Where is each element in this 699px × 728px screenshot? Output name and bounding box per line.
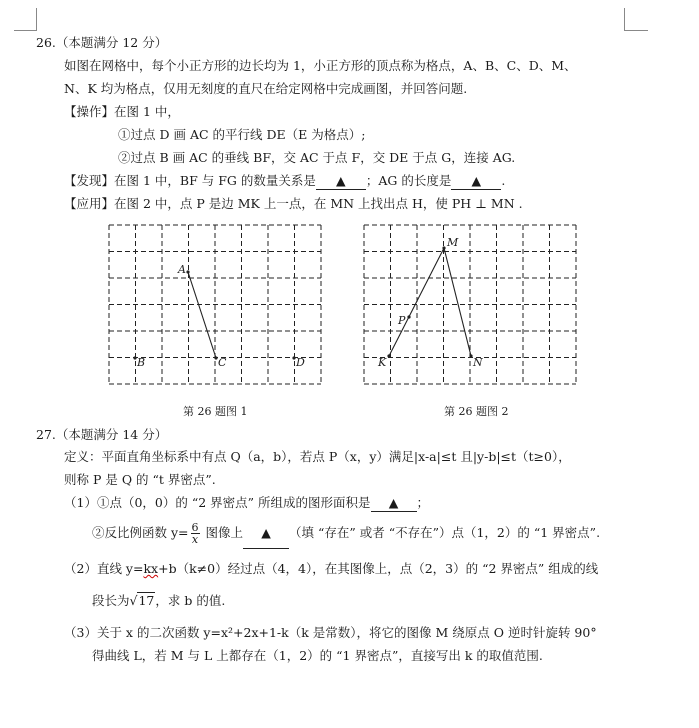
blank-mark: ▲ (261, 525, 271, 540)
fraction-6-over-x (191, 522, 200, 545)
figure-1-caption: 第 26 题图 1 (183, 405, 248, 418)
label-n: N (473, 356, 483, 369)
part1b-suffix: （填 “存在” 或者 “不存在”）点（1，2）的 “1 界密点”. (289, 525, 601, 540)
answer-blank-exist[interactable] (243, 518, 289, 549)
label-c: C (218, 356, 227, 369)
answer-blank-bf-fg[interactable] (316, 173, 366, 190)
answer-blank-area[interactable] (371, 495, 417, 512)
discovery-text-b: ；AG 的长度是 (365, 173, 452, 188)
q26-application (64, 196, 523, 212)
q27-heading: 27.（本题满分 14 分） (36, 427, 168, 442)
blank-mark: ▲ (388, 495, 399, 510)
point-a (186, 270, 189, 273)
part1b-middle: 图像上 (201, 525, 243, 540)
q26-intro-line2: N、K 均为格点，仅用无刻度的直尺在给定网格中完成画图，并回答问题. (64, 81, 468, 96)
blank-mark: ▲ (471, 173, 482, 188)
crop-mark-right-horizontal (624, 30, 648, 31)
q27-part3-line1: （3）关于 x 的二次函数 y=x²+2x+1-k（k 是常数），将它的图像 M 绕原点 O 逆时针旋转 90° (64, 625, 597, 640)
figure-2-caption: 第 26 题图 2 (444, 405, 509, 418)
discovery-end: . (501, 173, 506, 188)
answer-blank-ag[interactable] (451, 173, 501, 190)
q26-operation (64, 104, 180, 120)
point-k (387, 354, 390, 357)
q26-intro-line1: 如图在网格中，每个小正方形的边长均为 1，小正方形的顶点称为格点，A、B、C、D、M、 (64, 58, 577, 73)
part1b-prefix: ②反比例函数 y= (92, 525, 189, 540)
label-b: B (137, 356, 146, 369)
part1a-end: ； (416, 495, 430, 510)
q26-operation-step1: ①过点 D 画 AC 的平行线 DE（E 为格点）; (118, 127, 366, 142)
operation-text: 在图 1 中， (114, 104, 180, 119)
fraction-numerator: 6 (191, 521, 199, 534)
part2-prefix: （2）直线 y= (64, 561, 144, 576)
label-a: A (178, 263, 186, 276)
q27-part2-line1 (64, 561, 598, 577)
q26-operation-step2: ②过点 B 画 AC 的垂线 BF，交 AC 于点 F，交 DE 于点 G，连接 AG. (118, 150, 516, 165)
label-k: K (378, 356, 387, 369)
crop-mark-left-horizontal (14, 30, 37, 31)
discovery-text-a: 在图 1 中，BF 与 FG 的数量关系是 (114, 173, 316, 188)
point-p (407, 315, 410, 318)
q27-part1b (92, 518, 600, 549)
q27-part1a (64, 495, 429, 512)
point-m (442, 246, 445, 249)
sqrt-symbol: √ (129, 593, 138, 608)
q27-part2-line2 (92, 593, 225, 609)
segment-ac (188, 272, 216, 358)
label-d: D (296, 356, 305, 369)
segment-mn (444, 248, 471, 356)
discovery-tag: 【发现】 (64, 173, 115, 188)
q27-definition-line1: 定义：平面直角坐标系中有点 Q（a，b），若点 P（x，y）满足|x-a|≤t 且|y-b|≤t（t≥0）， (64, 449, 571, 464)
q27-definition-line2: 则称 P 是 Q 的 “t 界密点”. (64, 472, 216, 487)
part1a-text: （1）①点（0，0）的 “2 界密点” 所组成的图形面积是 (64, 495, 371, 510)
crop-mark-left-vertical (36, 8, 37, 30)
q26-heading: 26.（本题满分 12 分） (36, 35, 168, 50)
q26-discovery (64, 173, 505, 190)
label-p: P (398, 314, 406, 327)
label-m: M (447, 236, 459, 249)
figure-1-grid (104, 222, 326, 387)
application-text: 在图 2 中，点 P 是边 MK 上一点，在 MN 上找出点 H，使 PH ⊥ MN . (114, 196, 523, 211)
part2b-prefix: 段长为 (92, 593, 130, 608)
part2-kx: kx (143, 561, 159, 576)
application-tag: 【应用】 (64, 196, 115, 211)
crop-mark-right-vertical (624, 8, 625, 30)
fraction-denominator: x (191, 533, 199, 546)
part2-suffix: +b（k≠0）经过点（4，4），在其图像上，点（2，3）的 “2 界密点” 组成的线 (158, 561, 599, 576)
part2b-suffix: ，求 b 的值. (155, 593, 226, 608)
sqrt-radicand: 17 (138, 593, 155, 608)
blank-mark: ▲ (336, 173, 346, 188)
operation-tag: 【操作】 (64, 104, 115, 119)
figure-2-grid (361, 222, 583, 387)
q27-part3-line2: 得曲线 L，若 M 与 L 上都存在（1，2）的 “1 界密点”，直接写出 k 的取值范围. (92, 648, 543, 663)
